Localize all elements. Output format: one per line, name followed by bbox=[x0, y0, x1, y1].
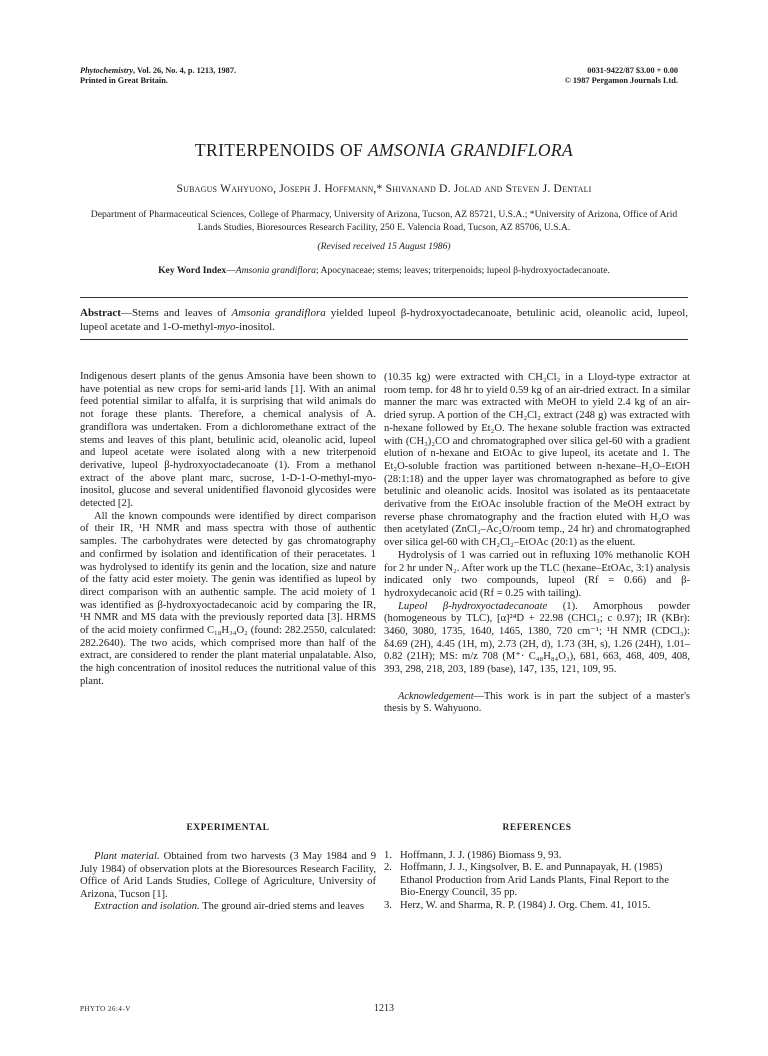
abstract-text-1: Stems and leaves of bbox=[131, 307, 232, 319]
abstract-text-2: yielded lupeol β-hydroxyoctadecanoate, betulinic acid, oleanolic acid, lupeol, lupeol acetate and 1-O-methyl- bbox=[80, 307, 688, 333]
extraction-isolation-text: The ground air-dried stems and leaves bbox=[199, 901, 364, 912]
page-number: 1213 bbox=[374, 1003, 394, 1014]
reference-text: Hoffmann, J. J. (1986) Biomass 9, 93. bbox=[400, 850, 562, 861]
experimental-heading: EXPERIMENTAL bbox=[186, 823, 270, 833]
plant-material-label: Plant material. bbox=[94, 851, 160, 862]
author-list: Subagus Wahyuono, Joseph J. Hoffmann,* Shivanand D. Jolad and Steven J. Dentali bbox=[176, 182, 592, 195]
reference-item bbox=[384, 862, 690, 899]
journal-citation: , Vol. 26, No. 4, p. 1213, 1987. bbox=[133, 66, 237, 75]
body-left-column bbox=[80, 371, 376, 689]
experimental-section bbox=[80, 851, 376, 914]
reference-item bbox=[384, 850, 690, 862]
reference-number: 3. bbox=[384, 899, 392, 911]
body-right-column bbox=[384, 372, 690, 716]
reference-item bbox=[384, 900, 690, 912]
acknowledgement-text: —This work is in part the subject of a master's thesis by S. Wahyuono. bbox=[384, 690, 690, 715]
title-main: TRITERPENOIDS OF bbox=[194, 140, 368, 160]
reference-text: Herz, W. and Sharma, R. P. (1984) J. Org. Chem. 41, 1015. bbox=[400, 899, 651, 911]
results-paragraph: All the known compounds were identified by direct comparison of their IR, ¹H NMR and mass spectra with those of authentic samples. The carbohydrates were detected by gas chromatography and confirmed by isolation and identification of their peracetates. 1 was hydrolysed to identify its genin and the location, size and nature of the fatty acid ester moiety. The genin was identified as lupeol by direct comparison with an authentic sample. The acid moiety of 1 was identified as β-hydroxyoctadecanoic acid by comparing the IR, ¹H NMR and MS data with the previously reported data [3]. HRMS of the acid moiety confirmed C₁₈H₃₄O₂ (found: 282.2550, calculated: 282.2640). The two acids, which comprised more than half of the extract, are considered to render the plant material unpalatable. Also, the high concentration of inositol reduces the nutritional value of this plant. bbox=[80, 510, 376, 687]
keyword-terms: ; Apocynaceae; stems; leaves; triterpenoids; lupeol β-hydroxyoctadecanoate. bbox=[315, 265, 610, 276]
price-code: 0031-9422/87 $3.00 + 0.00 bbox=[587, 66, 678, 75]
acknowledgement-label: Acknowledgement bbox=[398, 690, 474, 702]
journal-name: Phytochemistry bbox=[80, 66, 134, 75]
extraction-isolation-paragraph bbox=[80, 901, 376, 914]
compound-data-paragraph bbox=[384, 601, 690, 677]
compound-name: Lupeol β-hydroxyoctadecanoate bbox=[398, 600, 548, 612]
affiliation: Department of Pharmaceutical Sciences, College of Pharmacy, University of Arizona, Tucson, AZ 85721, U.S.A.; *University of Arizona, Office of Arid Lands Studies, Bioresources Research Facility, 250 E. Valencia Road, Tucson, AZ 85706, U.S.A. bbox=[90, 209, 678, 233]
intro-paragraph: Indigenous desert plants of the genus Amsonia have been shown to have potential as new crops for semi-arid lands [1]. With an animal feed potential similar to alfalfa, it is surprising that wild animals do not forage these plants. Therefore, a chemical analysis of A. grandiflora was undertaken. From a dichloromethane extract of the stems and leaves of this plant, betulinic acid, oleanolic acid, lupeol and lupeol acetate were isolated along with a new triterpenoid derivative, lupeol β-hydroxyoctadecanoate (1). From a methanol extract of the above plant marc, sucrose, 1-D-1-O-methyl-myo-inositol, glucose and several unidentified flavonoid glycosides were detected [2]. bbox=[80, 371, 376, 510]
abstract-dash: — bbox=[120, 307, 132, 319]
footer-code: PHYTO 26:4-V bbox=[80, 1005, 131, 1013]
reference-number: 2. bbox=[384, 862, 392, 874]
compound-data-text: (1). Amorphous powder (homogeneous by TLC), [α]²⁴D + 22.98 (CHCl₃; c 0.97); IR (KBr): 3460, 3080, 1735, 1640, 1465, 1380, 720 cm⁻¹; ¹H NMR (CDCl₃): δ4.69 (2H), 4.45 (1H, m), 2.73 (2H, d), 1.73 (3H, s), 1.26 (24H), 1.01–0.82 (21H); MS: m/z 708 (M⁺· C₄₈H₈₄O₃), 681, 663, 468, 409, 408, 393, 298, 218, 203, 189 (base), 147, 135, 121, 109, 95. bbox=[384, 600, 690, 676]
extraction-paragraph: (10.35 kg) were extracted with CH₂Cl₂ in a Lloyd-type extractor at room temp. for 48 hr to yield 0.59 kg of an air-dried extract. In a similar manner the marc was extracted with MeOH to yield 2.4 kg of an air-dried syrup. A portion of the CH₂Cl₂ extract (248 g) was extracted with n-hexane followed by Et₂O. The hexane soluble fraction was extracted with (CH₃)₂CO and chromatographed over silica gel-60 with a gradient elution of n-hexane and EtOAc to give lupeol, its acetate and 1. The Et₂O-soluble fraction was partitioned between n-hexane–H₂O–EtOH (28:1:18) and the upper layer was chromatographed as before to give betulinic and oleanolic acids. Inositol was isolated as its pentaacetate derivative from the EtOAc insoluble fraction of the MeOH extract by reverse phase chromatography and the fraction eluted with H₂O was then acetylated (ZnCl₂–Ac₂O/room temp., 24 hr) and chromatographed over silica gel-60 with CH₂Cl₂–EtOAc (20:1) as the eluent. bbox=[384, 372, 690, 549]
plant-material-text: Obtained from two harvests (3 May 1984 and 9 July 1984) of observation plots at the Bioresources Research Facility, Office of Arid Lands Studies, College of Agriculture, University of Arizona, Tucson [1]. bbox=[80, 851, 376, 900]
printed-note: Printed in Great Britain. bbox=[80, 76, 168, 85]
references-heading: REFERENCES bbox=[502, 823, 572, 833]
journal-header bbox=[80, 66, 236, 86]
keyword-label: Key Word Index bbox=[158, 265, 227, 276]
abstract-label: Abstract bbox=[80, 307, 121, 319]
keyword-index bbox=[78, 265, 690, 276]
abstract-myo: myo bbox=[217, 321, 236, 333]
publisher-header bbox=[565, 66, 678, 86]
copyright-line: © 1987 Pergamon Journals Ltd. bbox=[564, 76, 678, 85]
abstract-top-rule bbox=[80, 297, 688, 298]
abstract-bottom-rule bbox=[80, 339, 688, 340]
reference-number: 1. bbox=[384, 850, 392, 861]
abstract-text-3: -inositol. bbox=[235, 321, 275, 333]
paper-title bbox=[0, 140, 768, 161]
hydrolysis-paragraph: Hydrolysis of 1 was carried out in refluxing 10% methanolic KOH for 2 hr under N₂. After work up the TLC (hexane–EtOAc, 3:1) analysis indicated only two compounds, lupeol (Rf = 0.66) and β-hydroxydecanoic acid (Rf = 0.25 with tailing). bbox=[384, 549, 690, 599]
revised-date: (Revised received 15 August 1986) bbox=[317, 241, 451, 252]
title-species: AMSONIA GRANDIFLORA bbox=[367, 140, 574, 160]
keyword-dash: — bbox=[226, 265, 236, 276]
abstract bbox=[80, 306, 688, 334]
keyword-species: Amsonia grandiflora bbox=[235, 265, 316, 276]
abstract-species: Amsonia grandiflora bbox=[231, 307, 326, 319]
plant-material-paragraph bbox=[80, 851, 376, 901]
acknowledgement bbox=[384, 691, 690, 716]
reference-text: Hoffmann, J. J., Kingsolver, B. E. and Punnapayak, H. (1985) Ethanol Production from Arid Lands Plants, Final Report to the Bio-Energy Council, 35 pp. bbox=[400, 862, 669, 899]
extraction-isolation-label: Extraction and isolation. bbox=[94, 901, 200, 912]
reference-list bbox=[384, 850, 690, 912]
